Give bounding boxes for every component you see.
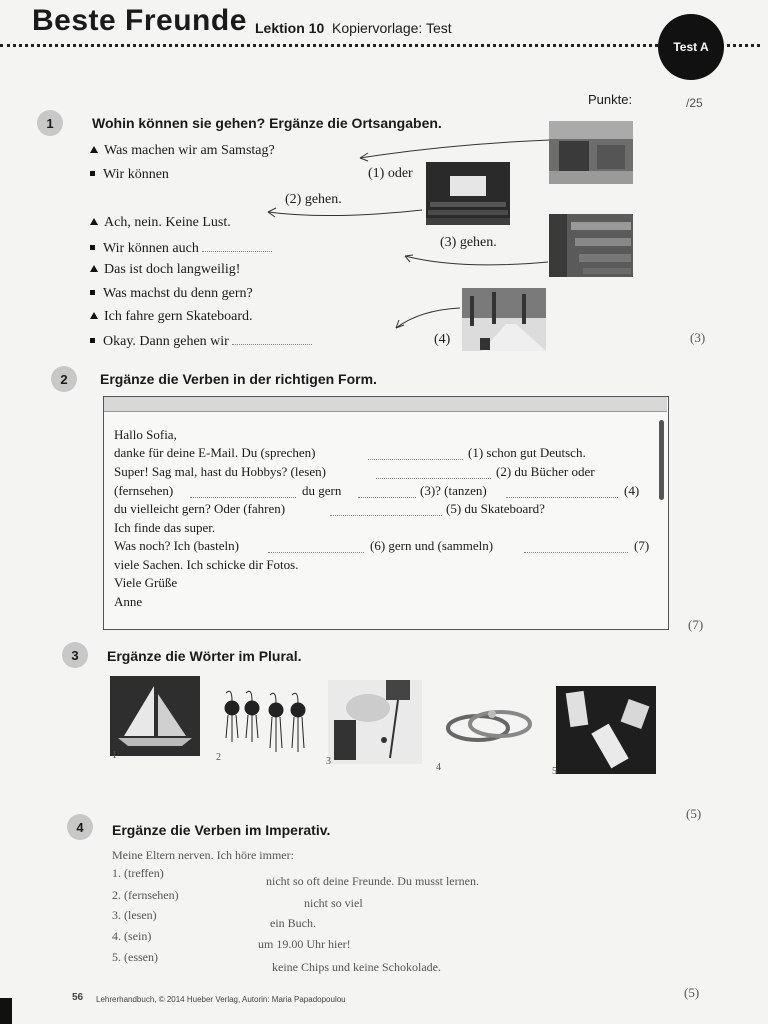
triangle-bullet-icon bbox=[90, 265, 98, 272]
answer-blank[interactable] bbox=[358, 485, 416, 498]
square-bullet-icon bbox=[90, 338, 95, 343]
letter-line: Hallo Sofia, bbox=[114, 427, 177, 442]
task-3-points: (5) bbox=[686, 806, 702, 821]
dialog-line-2: Wir können bbox=[90, 167, 169, 183]
letter-line: Ich finde das super. bbox=[114, 520, 216, 535]
letter-line: Was noch? Ich (basteln) bbox=[114, 538, 239, 553]
task-3-heading: Ergänze die Wörter im Plural. bbox=[107, 648, 302, 664]
punkte-total: /25 bbox=[686, 96, 703, 110]
dialog-line-8: Okay. Dann gehen wir bbox=[90, 332, 312, 350]
task-2-number: 2 bbox=[51, 366, 77, 392]
answer-blank[interactable] bbox=[376, 466, 491, 479]
lesson-info bbox=[255, 20, 452, 36]
task-1-points: (3) bbox=[690, 330, 706, 345]
square-bullet-icon bbox=[90, 290, 95, 295]
picture-label-5: 5 bbox=[552, 766, 557, 777]
lektion-label: Lektion 10 bbox=[255, 20, 325, 36]
imperative-item-4-text: um 19.00 Uhr hier! bbox=[258, 937, 351, 951]
imperative-item-5-label: 5. (essen) bbox=[112, 950, 158, 964]
dialog-line-5: Das ist doch langweilig! bbox=[90, 262, 240, 278]
letter-line: (7) bbox=[634, 538, 650, 553]
imperative-item-3-text: ein Buch. bbox=[270, 916, 316, 930]
task-4-heading: Ergänze die Verben im Imperativ. bbox=[112, 822, 331, 838]
letter-line: (2) du Bücher oder bbox=[496, 464, 595, 479]
scan-edge bbox=[0, 998, 12, 1024]
gap-1-label: (1) oder bbox=[368, 166, 413, 181]
page-number: 56 bbox=[72, 992, 84, 1003]
letter-line: (6) gern und (sammeln) bbox=[370, 538, 494, 553]
letter-line: (fernsehen) bbox=[114, 483, 174, 498]
task-2-points: (7) bbox=[688, 617, 704, 632]
imperative-item-1-label: 1. (treffen) bbox=[112, 866, 164, 880]
answer-blank[interactable] bbox=[524, 540, 628, 553]
answer-blank[interactable] bbox=[506, 485, 618, 498]
cinema-photo bbox=[426, 162, 510, 225]
gap-3-label: (3) gehen. bbox=[440, 235, 497, 250]
kopiervorlage-label: Kopiervorlage: Test bbox=[332, 20, 452, 36]
letter-line: (3)? (tanzen) bbox=[420, 483, 487, 498]
dialog-line-6: Was machst du denn gern? bbox=[90, 286, 253, 302]
imperative-item-2-text: nicht so viel bbox=[304, 896, 363, 910]
task-2-heading: Ergänze die Verben in der richtigen Form. bbox=[100, 371, 377, 387]
imperative-item-2-label: 2. (fernsehen) bbox=[112, 888, 179, 902]
picture-label-3: 3 bbox=[326, 756, 331, 767]
task-1-number: 1 bbox=[37, 110, 63, 136]
email-scrollbar[interactable] bbox=[659, 420, 664, 500]
letter-line: Viele Grüße bbox=[114, 575, 178, 590]
task-4-points: (5) bbox=[684, 985, 700, 1000]
stickers-photo bbox=[556, 686, 656, 774]
page-title: Beste Freunde bbox=[32, 4, 247, 37]
square-bullet-icon bbox=[90, 171, 95, 176]
letter-line: Anne bbox=[114, 594, 143, 609]
letter-line: Super! Sag mal, hast du Hobbys? (lesen) bbox=[114, 464, 326, 479]
answer-blank[interactable] bbox=[330, 503, 442, 516]
letter-line: (1) schon gut Deutsch. bbox=[468, 445, 586, 460]
letter-line: (4) bbox=[624, 483, 640, 498]
task-1-heading: Wohin können sie gehen? Ergänze die Ortsangaben. bbox=[92, 115, 442, 131]
library-photo bbox=[549, 214, 633, 277]
triangle-bullet-icon bbox=[90, 218, 98, 225]
task-3-number: 3 bbox=[62, 642, 88, 668]
picture-label-1: 1 bbox=[112, 750, 117, 761]
letter-line: viele Sachen. Ich schicke dir Fotos. bbox=[114, 557, 299, 572]
task-4-number: 4 bbox=[67, 814, 93, 840]
answer-blank[interactable] bbox=[190, 485, 296, 498]
imperative-item-1-text: nicht so oft deine Freunde. Du musst lernen. bbox=[266, 874, 479, 888]
dialog-line-1: Was machen wir am Samstag? bbox=[90, 143, 275, 159]
gap-4-label: (4) bbox=[434, 332, 451, 347]
punkte-label: Punkte: bbox=[588, 92, 633, 107]
gap-2-label: (2) gehen. bbox=[285, 192, 342, 207]
mall-photo bbox=[549, 121, 633, 184]
test-badge: Test A bbox=[658, 14, 724, 80]
triangle-bullet-icon bbox=[90, 312, 98, 319]
answer-blank[interactable] bbox=[268, 540, 364, 553]
dialog-line-3: Ach, nein. Keine Lust. bbox=[90, 215, 231, 231]
letter-line: du vielleicht gern? Oder (fahren) bbox=[114, 501, 286, 516]
dotted-divider bbox=[0, 44, 760, 47]
park-photo bbox=[462, 288, 546, 351]
imperative-item-3-label: 3. (lesen) bbox=[112, 908, 157, 922]
dialog-line-7: Ich fahre gern Skateboard. bbox=[90, 309, 252, 325]
triangle-bullet-icon bbox=[90, 146, 98, 153]
letter-line: danke für deine E-Mail. Du (sprechen) bbox=[114, 445, 316, 460]
email-titlebar bbox=[104, 397, 667, 412]
sailboat-photo bbox=[110, 676, 200, 756]
picture-label-4: 4 bbox=[436, 762, 441, 773]
letter-line: du gern bbox=[302, 483, 342, 498]
jewelry-making-photo bbox=[328, 680, 422, 764]
imperative-item-5-text: keine Chips und keine Schokolade. bbox=[272, 960, 441, 974]
letter-line: (5) du Skateboard? bbox=[446, 501, 545, 516]
dialog-line-4: Wir können auch bbox=[90, 239, 272, 257]
rings-photo bbox=[444, 700, 534, 748]
task-4-intro: Meine Eltern nerven. Ich höre immer: bbox=[112, 848, 294, 862]
imperative-item-4-label: 4. (sein) bbox=[112, 929, 152, 943]
picture-label-2: 2 bbox=[216, 752, 221, 763]
answer-blank[interactable] bbox=[368, 447, 463, 460]
earrings-photo bbox=[218, 680, 310, 756]
square-bullet-icon bbox=[90, 245, 95, 250]
footer-credit: Lehrerhandbuch, © 2014 Hueber Verlag, Autorin: Maria Papadopoulou bbox=[96, 995, 346, 1004]
